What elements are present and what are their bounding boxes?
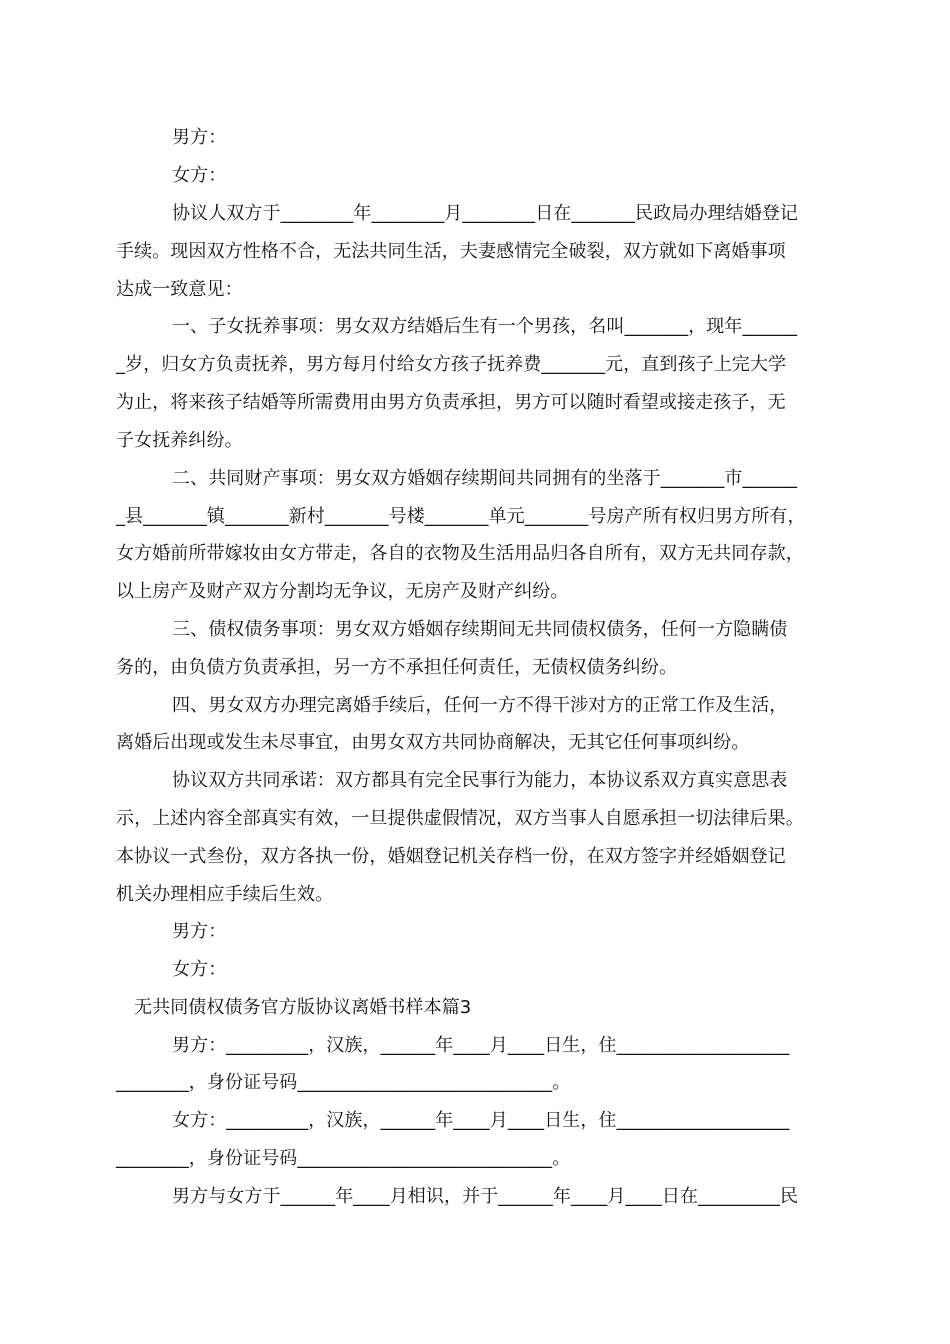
paragraph-line: 示，上述内容全部真实有效，一旦提供虚假情况，双方当事人自愿承担一切法律后果。: [116, 808, 804, 829]
male-party-signature-label: 男方：: [172, 921, 227, 942]
female-party-signature-label: 女方：: [172, 959, 227, 980]
paragraph-line: 达成一致意见：: [116, 279, 243, 300]
female-party-label: 女方：: [172, 165, 227, 186]
paragraph-line: 为止，将来孩子结婚等所需费用由男方负责承担，男方可以随时看望或接走孩子，无: [116, 392, 786, 413]
paragraph-line: 一、子女抚养事项：男女双方结婚后生有一个男孩，名叫_______，现年______: [172, 316, 798, 337]
paragraph-line: 子女抚养纠纷。: [116, 430, 243, 451]
paragraph-line: 本协议一式叁份，双方各执一份，婚姻登记机关存档一份，在双方签字并经婚姻登记: [116, 846, 786, 867]
paragraph-line: _县_______镇_______新村_______号楼_______单元_______号房产所有权归男方所有，: [116, 506, 806, 527]
paragraph-line: 协议人双方于________年________月________日在_______民政局办理结婚登记: [172, 203, 798, 224]
paragraph-line: 离婚后出现或发生未尽事宜，由男女双方共同协商解决，无其它任何事项纠纷。: [116, 732, 750, 753]
paragraph-line: _岁，归女方负责抚养，男方每月付给女方孩子抚养费_______元，直到孩子上完大学: [116, 354, 787, 375]
paragraph-line: 以上房产及财产双方分割均无争议，无房产及财产纠纷。: [116, 581, 569, 602]
paragraph-line: 女方：_________，汉族，______年____月____日生，住___________________: [172, 1110, 790, 1131]
paragraph-line: 手续。现因双方性格不合，无法共同生活，夫妻感情完全破裂，双方就如下离婚事项: [116, 241, 786, 262]
paragraph-line: 三、债权债务事项：男女双方婚姻存续期间无共同债权债务，任何一方隐瞒债: [172, 619, 788, 640]
paragraph-line: 机关办理相应手续后生效。: [116, 884, 334, 905]
paragraph-line: ________，身份证号码____________________________。: [116, 1148, 571, 1169]
male-party-label: 男方：: [172, 127, 227, 148]
paragraph-line: 二、共同财产事项：男女双方婚姻存续期间共同拥有的坐落于_______市______: [172, 468, 798, 489]
paragraph-line: 协议双方共同承诺：双方都具有完全民事行为能力，本协议系双方真实意思表: [172, 770, 788, 791]
paragraph-line: 女方婚前所带嫁妆由女方带走，各自的衣物及生活用品归各自所有，双方无共同存款，: [116, 543, 804, 564]
section-heading: 无共同债权债务官方版协议离婚书样本篇3: [134, 997, 472, 1018]
paragraph-line: 男方：_________，汉族，______年____月____日生，住___________________: [172, 1035, 790, 1056]
paragraph-line: 四、男女双方办理完离婚手续后，任何一方不得干涉对方的正常工作及生活，: [172, 695, 788, 716]
paragraph-line: 男方与女方于______年____月相识，并于______年____月____日在_________民: [172, 1186, 799, 1207]
paragraph-line: ________，身份证号码____________________________。: [116, 1072, 571, 1093]
paragraph-line: 务的，由负债方负责承担，另一方不承担任何责任，无债权债务纠纷。: [116, 657, 678, 678]
